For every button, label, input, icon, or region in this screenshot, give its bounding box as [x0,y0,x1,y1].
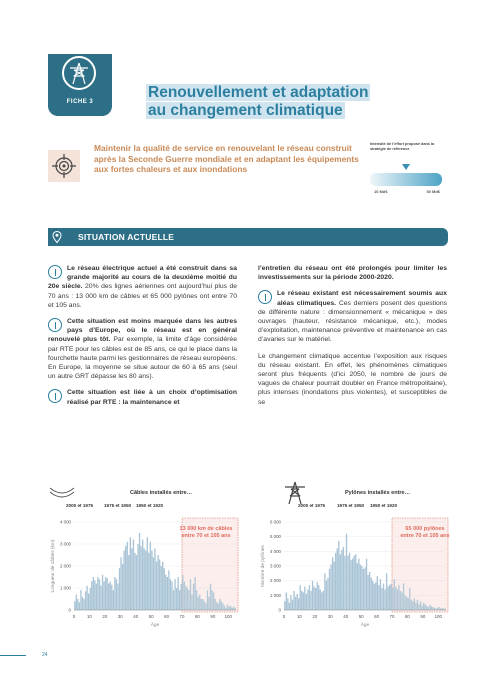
paragraph-bold: l’entretien du réseau ont été prolongés pour limiter les investissements sur la période 2000-2020. [258,265,447,282]
bar [287,598,288,610]
bar [167,577,168,610]
paragraph-bold: Cette situation est liée à un choix d’optimisation réalisé par RTE : la maintenance et [67,389,237,406]
bar [171,581,172,610]
paragraph [48,317,237,381]
bar [409,588,410,610]
bar [156,562,157,610]
bar [425,604,426,610]
effort-gauge [370,142,442,202]
bar [96,584,97,610]
paragraph-bold: Cette situation est moins marquée dans les autres pays d’Europe, où le réseau est en général renouvelé plus tôt. [48,318,237,344]
bar [233,607,234,610]
bar [210,584,211,610]
bar [193,584,194,610]
bar [360,565,361,610]
left-column [48,264,237,414]
bar [114,577,115,610]
x-axis-label: Âge [360,623,370,628]
bar [85,591,86,610]
bar [412,601,413,610]
x-tick-label: 20 [102,614,108,619]
bar [215,599,216,610]
x-tick-label: 70 [179,614,185,619]
bar [151,551,152,610]
bar [296,594,297,610]
period-label: 1950 et 1920 [136,503,164,508]
bar [364,567,365,610]
bar [317,582,318,610]
bar [378,585,379,610]
bar [423,603,424,610]
bar [219,599,220,610]
bar [191,595,192,610]
bar [347,556,348,610]
bar [74,601,75,610]
bar [429,605,430,610]
bar [185,586,186,610]
bar [324,573,325,610]
y-tick-label: 1 000 [60,585,71,591]
bar [117,584,118,610]
bar [80,590,81,610]
x-axis-label: Âge [150,623,160,628]
bar [310,591,311,610]
bar [153,557,154,610]
bar [404,595,405,610]
y-tick-label: 5 000 [270,534,281,540]
bar [170,579,171,610]
bar [389,585,390,610]
footer-rule [0,655,26,656]
pylon-icon [48,318,62,332]
bar [110,581,111,610]
period-label: 1975 et 1950 [104,503,132,508]
pylon-icon [258,290,272,304]
bar [145,551,146,610]
bar [400,591,401,610]
bar [231,608,232,610]
intro-text: Maintenir la qualité de service en renouvelant le réseau construit après la Seconde Guerre mondiale et en adaptant les équipements aux fortes chaleurs et aux inondations [94,143,359,174]
bar [222,603,223,610]
bar [208,597,209,610]
bar [164,568,165,610]
bar [188,590,189,610]
period-label: 1950 et 1920 [370,503,398,508]
bar [349,553,350,610]
bar [375,582,376,610]
paragraph-text: Ces derniers posent des questions de différente nature : dimensionnement « mécanique » des ouvrages (hauteur, résistance mécanique, etc.), modes d’exploitation, maintenance préventive et maintenance en cas d’avaries sur le matériel. [258,299,447,344]
bar [83,599,84,610]
y-tick-label: 0 [68,607,71,613]
bar [108,584,109,610]
bar [397,589,398,610]
bar [327,578,328,610]
bar [111,585,112,610]
bar [352,559,353,610]
bar [148,553,149,610]
bar [428,607,429,610]
bar [127,542,128,610]
x-tick-label: 60 [374,614,380,619]
bar [323,591,324,610]
bar [290,595,291,610]
bar [431,606,432,610]
bar [103,581,104,610]
bar [116,579,117,610]
y-axis-label: Nombre de pylônes [261,545,266,587]
bar [177,577,178,610]
bar [426,606,427,610]
bar [401,592,402,610]
bar [357,563,358,610]
bar [432,607,433,610]
bar [198,597,199,610]
bar [309,585,310,610]
bar [77,599,78,610]
bar [227,605,228,611]
bar [300,585,301,610]
bar [187,588,188,610]
bar [303,592,304,610]
bar [421,606,422,610]
x-tick-label: 40 [133,614,139,619]
bar [304,587,305,610]
bar [387,587,388,610]
bar [134,553,135,610]
bar [130,537,131,610]
bar [438,607,439,610]
bar [418,604,419,610]
bar [369,572,370,610]
bar [312,581,313,610]
bar [346,534,347,610]
bar [211,590,212,610]
bar [140,546,141,610]
page-number: 24 [42,652,48,658]
location-pin-icon [48,228,66,246]
paragraph [48,264,237,310]
chart-title: Câbles installés entre… [130,490,193,496]
bar [102,575,103,610]
x-tick-label: 30 [327,614,333,619]
section-header [48,228,448,246]
bar [286,592,287,610]
chart-title: Pylônes installés entre… [345,490,411,496]
x-tick-label: 30 [117,614,123,619]
bar [434,608,435,610]
bar [417,600,418,610]
bar [139,533,140,610]
chart-annotation: 13 000 km de câbles entre 70 et 105 ans [179,526,233,539]
bar [307,589,308,610]
bar [207,590,208,610]
page-title [146,84,370,120]
bar [350,560,351,610]
y-tick-label: 4 000 [60,519,71,525]
paragraph [48,388,237,406]
effort-marker [402,164,410,170]
bar [154,548,155,610]
pylon-icon [62,56,96,90]
cable-icon [48,482,76,504]
bar [406,597,407,610]
bar [380,579,381,610]
bar [292,600,293,610]
bar [105,577,106,610]
bar [136,555,137,610]
pylon-icon [48,389,62,403]
bar [131,548,132,610]
x-tick-label: 90 [420,614,426,619]
y-tick-label: 6 000 [270,519,281,525]
effort-bar [370,173,442,186]
bar [150,542,151,610]
bar [213,592,214,610]
bar [181,584,182,610]
bar [335,553,336,610]
title-line-1: Renouvellement et adaptation [148,84,369,101]
bar [398,585,399,610]
paragraph-bold: Le réseau existant est nécessairement soumis aux aléas climatiques. [277,290,447,307]
x-tick-label: 90 [210,614,216,619]
bar [384,589,385,610]
bar [420,601,421,610]
bar [182,575,183,610]
bar [293,591,294,610]
bar [394,579,395,610]
x-tick-label: 80 [404,614,410,619]
bar [321,592,322,610]
bar [86,586,87,610]
effort-title: Intensité de l’effort proposé dans la stratégie de référence [370,142,435,151]
x-tick-label: 20 [312,614,318,619]
y-tick-label: 1 000 [270,592,281,598]
x-tick-label: 0 [72,614,76,619]
x-tick-label: 50 [358,614,364,619]
target-icon [48,150,80,182]
pylon-icon [48,265,62,279]
paragraph [258,289,447,344]
bar [179,590,180,610]
bar [173,590,174,610]
bar [97,577,98,610]
bar [377,576,378,610]
bar [99,579,100,610]
bar [228,607,229,610]
bar [113,590,114,610]
x-tick-label: 60 [164,614,170,619]
bar [381,588,382,610]
fiche-badge [48,54,112,116]
bar [338,541,339,610]
bar [159,559,160,610]
bar [386,573,387,610]
y-axis-label: Longueur de câbles (km) [51,539,56,593]
bar [122,564,123,610]
paragraph [258,264,447,282]
effort-min: 10 Md€ [374,189,388,194]
bar [123,551,124,610]
bar [363,569,364,610]
bar [88,594,89,611]
x-tick-label: 100 [434,614,442,619]
bar [107,578,108,610]
bar [157,555,158,610]
bar [199,595,200,610]
bar [161,566,162,610]
fiche-label: FICHE 3 [66,99,94,105]
period-label: 2000 et 1975 [298,503,326,508]
bar [354,556,355,610]
paragraph-bold: Le réseau électrique actuel a été construit dans sa grande majorité au cours de la deuxième moitié du 20e siècle. [48,265,237,291]
bar [306,594,307,610]
bar [341,550,342,610]
effort-max: 30 Md€ [426,189,440,194]
bar [358,559,359,610]
bar [144,548,145,610]
bar [403,584,404,610]
y-tick-label: 2 000 [270,578,281,584]
bar [344,556,345,610]
bar [313,587,314,610]
x-tick-label: 40 [343,614,349,619]
y-tick-label: 2 000 [60,563,71,569]
bar [333,562,334,610]
bar [372,581,373,610]
title-line-2: au changement climatique [148,102,343,119]
bar [320,589,321,610]
x-tick-label: 100 [224,614,232,619]
paragraph-text: Par exemple, la limite d’âge considérée par RTE pour les câbles est de 85 ans, ce qui le place dans la fourchette haute parmi les gestionnaires de réseau européens. En Europe, la moyenne se situe autour de 60 à 65 ans (seul un autre GRT dépasse les 80 ans). [48,336,237,381]
bar [196,590,197,610]
bar [162,562,163,610]
bar [204,601,205,610]
bar [93,577,94,610]
period-label: 2000 et 1975 [66,503,94,508]
bar [326,581,327,610]
bar [94,580,95,610]
bar [383,584,384,610]
paragraph-text: 20% des lignes aériennes ont aujourd’hui plus de 70 ans : 13 000 km de câbles et 65 000 pylônes ont entre 70 et 105 ans. [48,283,238,309]
period-label: 1975 et 1950 [337,503,365,508]
bar [125,546,126,610]
bar [168,570,169,610]
bar [90,588,91,610]
bar [218,603,219,610]
bar [91,581,92,610]
bar [374,584,375,610]
x-tick-label: 10 [86,614,92,619]
bar [225,608,226,610]
bar [119,568,120,610]
bar [120,557,121,610]
bar [133,540,134,610]
bar [329,569,330,610]
bar [408,598,409,610]
bar [235,608,236,610]
bar [205,603,206,610]
x-tick-label: 10 [296,614,302,619]
bar [128,555,129,610]
bar [367,575,368,610]
bar [76,595,77,610]
bar [411,600,412,610]
bar [332,557,333,610]
section-title: SITUATION ACTUELLE [78,232,175,242]
bar [202,599,203,610]
bar [441,608,442,610]
bar [298,598,299,610]
bar [318,585,319,610]
bar [391,584,392,610]
chart-annotation: 65 000 pylônes entre 70 et 105 ans [400,526,450,539]
bar [201,599,202,610]
bar [437,608,438,610]
bar [289,603,290,610]
bar [176,588,177,610]
y-tick-label: 0 [278,607,281,613]
bar [395,587,396,610]
x-tick-label: 80 [194,614,200,619]
x-tick-label: 0 [282,614,286,619]
bar [82,597,83,610]
x-tick-label: 50 [148,614,154,619]
bar [194,577,195,610]
bar [366,559,367,610]
bar [337,548,338,610]
bar [137,544,138,610]
bar [100,586,101,610]
bar [343,547,344,610]
bar [340,554,341,610]
bar [142,540,143,610]
bar [230,606,231,610]
paragraph: Le changement climatique accentue l’exposition aux risques du réseau existant. En effet, les phénomènes climatiques seront plus fréquents (d’ici 2050, le nombre de jours de vagues de chaleur pourrait doubler en France métropolitaine), plus intenses (inondations plus violentes), et susceptibles de se [258,352,447,406]
bar [355,554,356,610]
bar [216,602,217,610]
bar [224,606,225,610]
bar [330,565,331,610]
bar [174,579,175,610]
y-tick-label: 3 000 [270,563,281,569]
bar [190,579,191,610]
y-tick-label: 3 000 [60,541,71,547]
bar [301,591,302,610]
bar [165,575,166,610]
right-column [258,264,447,414]
bar [415,603,416,610]
bar [284,601,285,610]
y-tick-label: 4 000 [270,548,281,554]
bar [414,598,415,610]
bar [371,578,372,610]
bar [221,601,222,610]
bar [79,602,80,610]
bar [315,588,316,610]
x-tick-label: 70 [389,614,395,619]
bar [147,537,148,610]
bar [184,581,185,610]
bar [361,566,362,610]
bar [295,597,296,610]
bar [392,588,393,610]
